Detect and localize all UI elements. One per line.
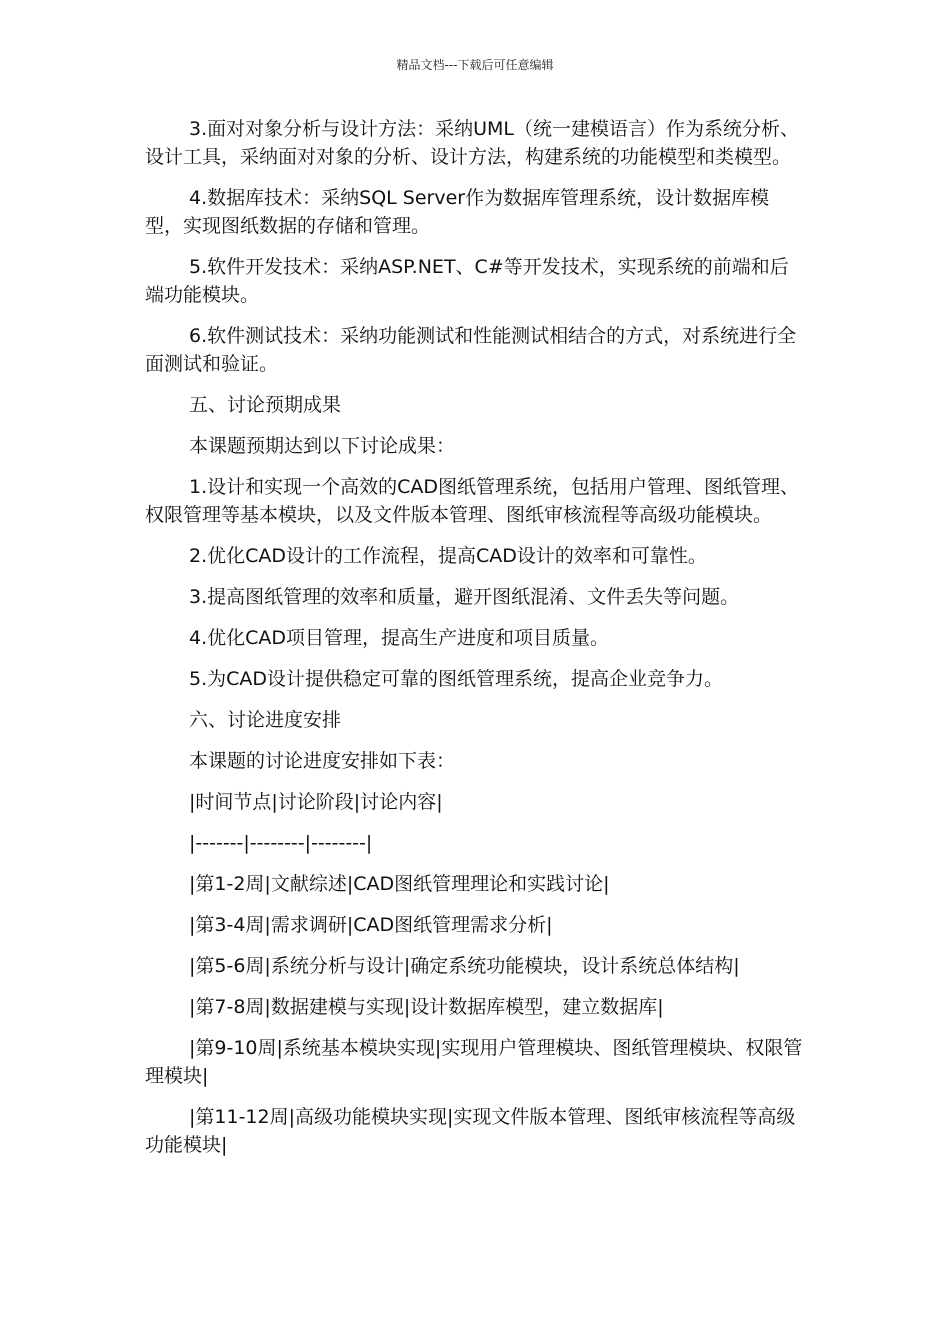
schedule-table-row: |第5-6周|系统分析与设计|确定系统功能模块，设计系统总体结构| <box>189 955 740 977</box>
paragraph-result-1: 1.设计和实现一个高效的CAD图纸管理系统，包括用户管理、图纸管理、权限管理等基本模块，以及文件版本管理、图纸审核流程等高级功能模块。 <box>145 476 800 526</box>
document-body <box>145 115 805 1172</box>
paragraph-result-3: 3.提高图纸管理的效率和质量，避开图纸混淆、文件丢失等问题。 <box>189 586 740 608</box>
schedule-table-row: |第9-10周|系统基本模块实现|实现用户管理模块、图纸管理模块、权限管理模块| <box>145 1037 803 1087</box>
paragraph-software-dev-tech: 5.软件开发技术：采纳ASP.NET、C#等开发技术，实现系统的前端和后端功能模块。 <box>145 256 789 306</box>
paragraph-result-5: 5.为CAD设计提供稳定可靠的图纸管理系统，提高企业竞争力。 <box>189 668 724 690</box>
paragraph-schedule-intro: 本课题的讨论进度安排如下表： <box>189 750 456 772</box>
schedule-table-row: |第1-2周|文献综述|CAD图纸管理理论和实践讨论| <box>189 873 610 895</box>
schedule-table-row: |第11-12周|高级功能模块实现|实现文件版本管理、图纸审核流程等高级功能模块| <box>145 1106 796 1156</box>
schedule-table-header-row: |时间节点|讨论阶段|讨论内容| <box>189 791 443 813</box>
paragraph-database-tech: 4.数据库技术：采纳SQL Server作为数据库管理系统，设计数据库模型，实现图纸数据的存储和管理。 <box>145 187 770 237</box>
section-heading-schedule: 六、讨论进度安排 <box>189 709 342 731</box>
paragraph-ooad-method: 3.面对对象分析与设计方法：采纳UML（统一建模语言）作为系统分析、设计工具，采纳面对对象的分析、设计方法，构建系统的功能模型和类模型。 <box>145 118 800 168</box>
schedule-table-row: |第3-4周|需求调研|CAD图纸管理需求分析| <box>189 914 553 936</box>
schedule-table-row: |第7-8周|数据建模与实现|设计数据库模型，建立数据库| <box>189 996 664 1018</box>
paragraph-result-2: 2.优化CAD设计的工作流程，提高CAD设计的效率和可靠性。 <box>189 545 707 567</box>
paragraph-results-intro: 本课题预期达到以下讨论成果： <box>189 435 456 457</box>
page-header: 精品文档---下载后可任意编辑 <box>396 58 554 72</box>
paragraph-software-test-tech: 6.软件测试技术：采纳功能测试和性能测试相结合的方式，对系统进行全面测试和验证。 <box>145 325 797 375</box>
schedule-table-separator-row: |-------|--------|--------| <box>189 832 373 854</box>
section-heading-expected-results: 五、讨论预期成果 <box>189 394 342 416</box>
paragraph-result-4: 4.优化CAD项目管理，提高生产进度和项目质量。 <box>189 627 610 649</box>
